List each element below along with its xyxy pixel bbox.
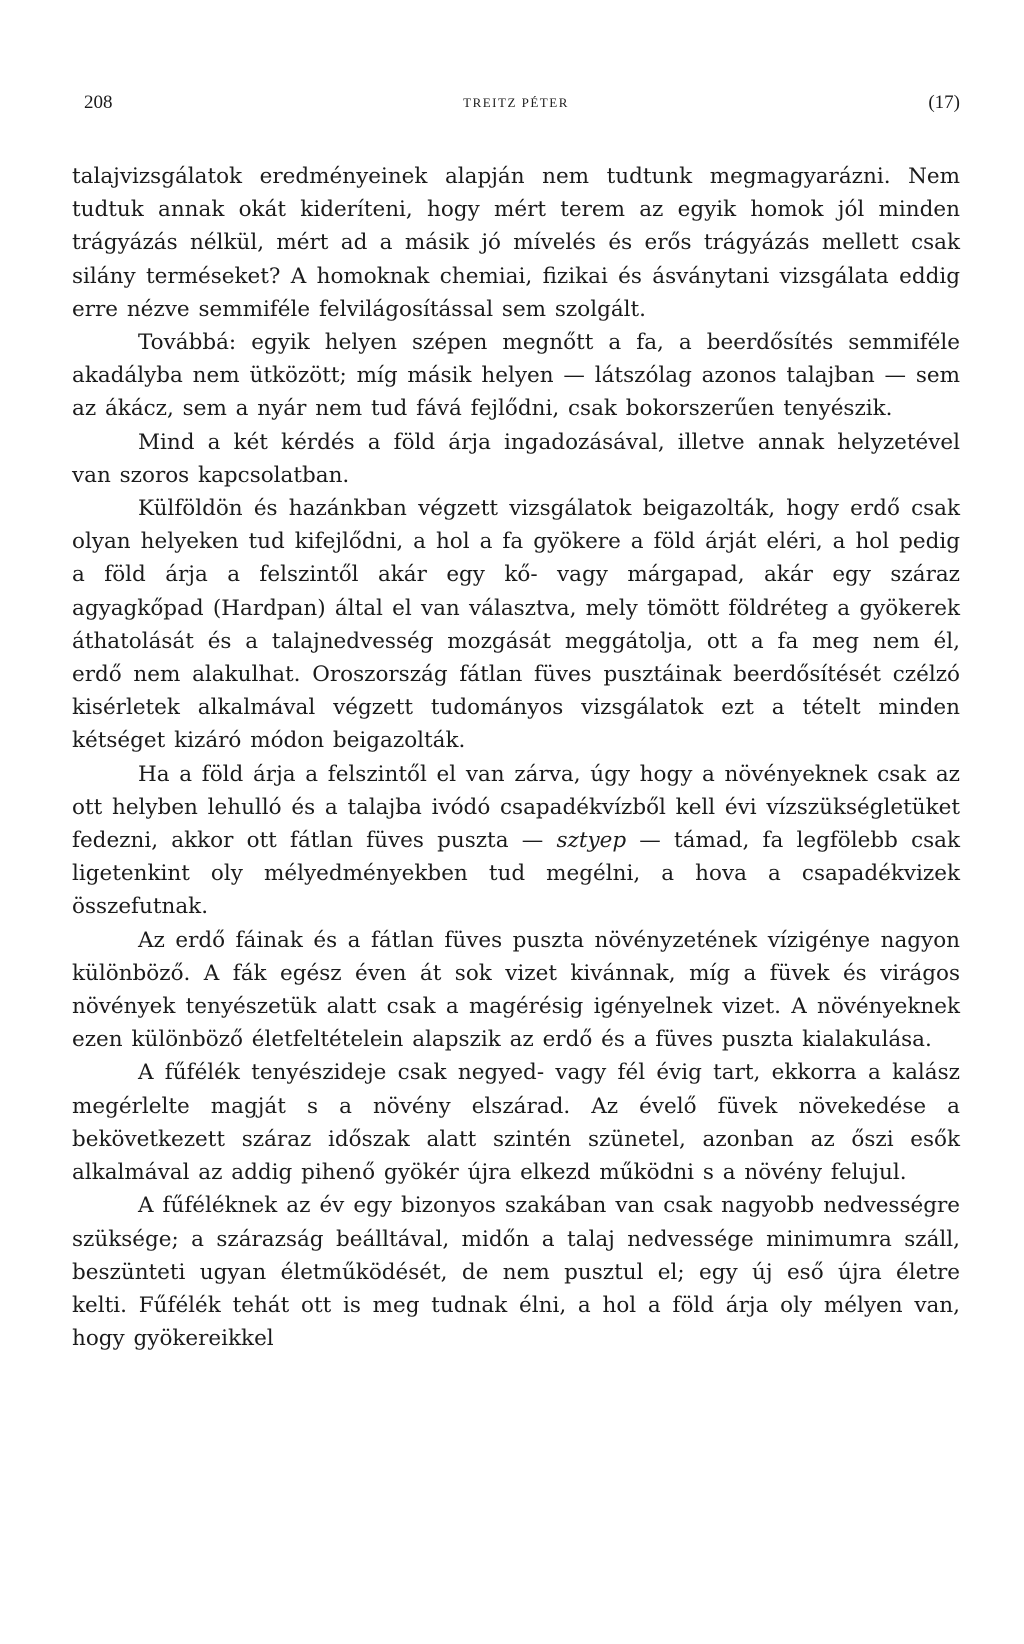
paragraph	[72, 758, 960, 924]
book-page	[72, 92, 960, 1355]
paragraph-text: — támad, fa legfölebb csak ligetenkint oly mélyedményekben tud megélni, a hova a csapadékvizek összefutnak.	[72, 828, 960, 920]
page-header	[72, 92, 960, 120]
page-number: 208	[84, 92, 113, 113]
paragraph: A fűféléknek az év egy bizonyos szakában van csak nagyobb nedvességre szüksége; a szárazság beálltával, midőn a talaj nedvessége minimumra száll, beszünteti ugyan életműködését, de nem pusztul el; egy új eső újra életre kelti. Fűfélék tehát ott is meg tudnak élni, a hol a föld árja oly mélyen van, hogy gyökereikkel	[72, 1193, 960, 1352]
emphasized-term: sztyep	[556, 828, 627, 854]
paragraph: A fűfélék tenyészideje csak negyed- vagy fél évig tart, ekkorra a kalász megérlelte magját s a növény elszárad. Az évelő füvek növekedése a bekövetkezett száraz időszak alatt szintén szünetel, azonban az őszi esők alkalmával az addig pihenő gyökér újra elkezd működni s a növény felujul.	[72, 1060, 960, 1186]
paragraph-text: Ha a föld árja a felszintől el van zárva, úgy hogy a növényeknek csak az ott helyben lehulló és a talajba ivódó csapadékvízből kell évi vízszükségletüket fedezni, akkor ott fátlan füves puszta —	[72, 761, 960, 854]
chapter-marker: (17)	[928, 92, 960, 113]
paragraph: talajvizsgálatok eredményeinek alapján nem tudtunk megmagyarázni. Nem tudtuk annak okát kideríteni, hogy mért terem az egyik homok jól minden trágyázás nélkül, mért ad a másik jó mívelés és erős trágyázás mellett csak silány terméseket? A homoknak chemiai, fizikai és ásványtani vizsgálata eddig erre nézve semmiféle felvilágosítással sem szolgált.	[72, 164, 960, 322]
paragraph: Továbbá: egyik helyen szépen megnőtt a fa, a beerdősítés semmiféle akadályba nem ütközött; míg másik helyen — látszólag azonos talajban — sem az ákácz, sem a nyár nem tud fává fejlődni, csak bokorszerűen tenyészik.	[72, 330, 960, 422]
running-head: TREITZ PÉTER	[463, 95, 569, 110]
paragraph: Külföldön és hazánkban végzett vizsgálatok beigazolták, hogy erdő csak olyan helyeken tud kifejlődni, a hol a fa gyökere a föld árját eléri, a hol pedig a föld árja a felszintől akár egy kő- vagy márgapad, akár egy száraz agyagkőpad (Hardpan) által el van választva, mely tömött földréteg a gyökerek áthatolását és a talajnedvesség mozgását meggátolja, ott a fa meg nem él, erdő nem alakulhat. Oroszország fátlan füves pusztáinak beerdősítését czélzó kisérletek alkalmával végzett tudományos vizsgálatok ezt a tételt minden kétséget kizáró módon beigazolták.	[72, 496, 960, 754]
paragraph: Mind a két kérdés a föld árja ingadozásával, illetve annak helyzetével van szoros kapcsolatban.	[72, 429, 960, 488]
body-text	[72, 160, 960, 1355]
paragraph: Az erdő fáinak és a fátlan füves puszta növényzetének vízigénye nagyon különböző. A fák egész éven át sok vizet kivánnak, míg a füvek és virágos növények tenyészetük alatt csak a magérésig igényelnek vizet. A növényeknek ezen különböző életfeltételein alapszik az erdő és a füves puszta kialakulása.	[72, 927, 960, 1053]
